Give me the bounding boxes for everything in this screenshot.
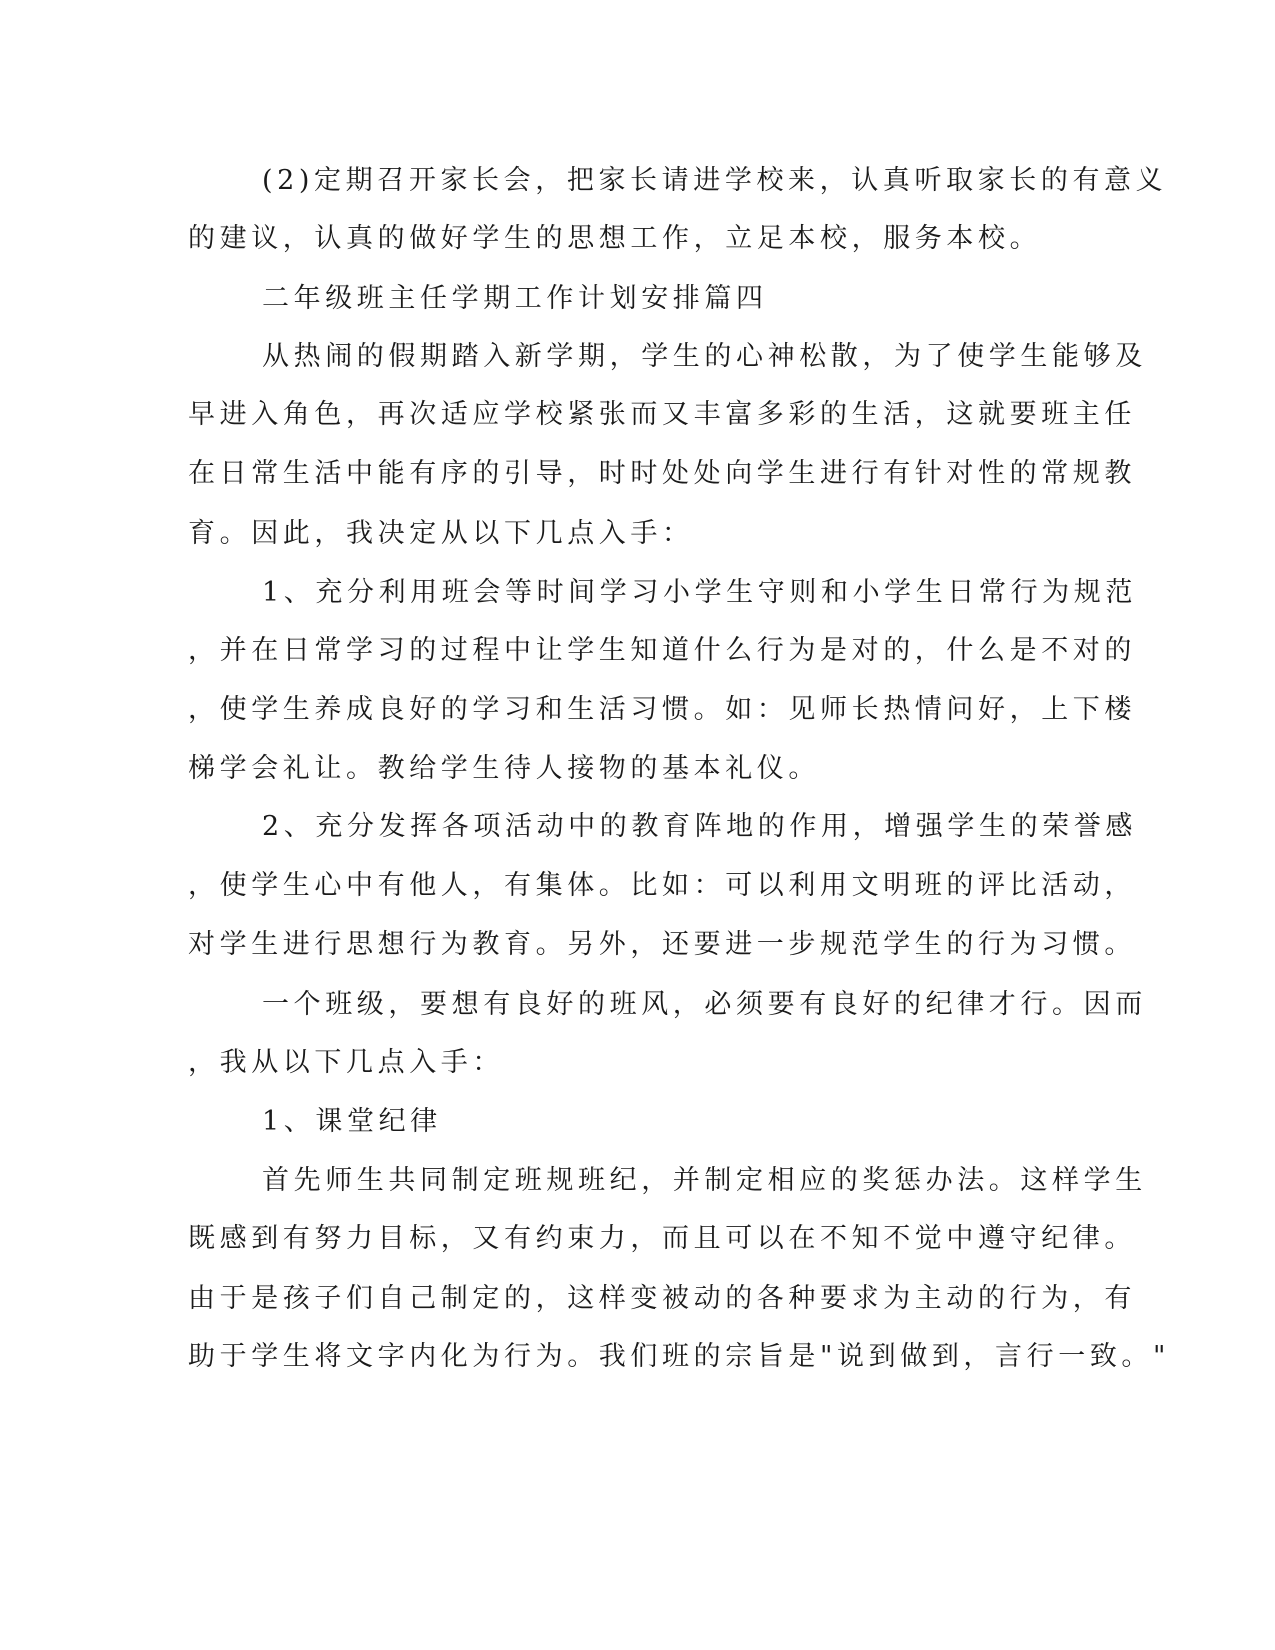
section-heading: 二年级班主任学期工作计划安排篇四: [262, 283, 768, 314]
paragraph-line: 由于是孩子们自己制定的，这样变被动的各种要求为主动的行为，有: [188, 1283, 1136, 1314]
paragraph-line: 育。因此，我决定从以下几点入手：: [188, 518, 694, 549]
list-item-line: 梯学会礼让。教给学生待人接物的基本礼仪。: [188, 753, 820, 784]
list-item-line: 2、充分发挥各项活动中的教育阵地的作用，增强学生的荣誉感: [262, 811, 1137, 842]
paragraph-line: 在日常生活中能有序的引导，时时处处向学生进行有针对性的常规教: [188, 458, 1136, 489]
list-item-line: ，使学生养成良好的学习和生活习惯。如：见师长热情问好，上下楼: [188, 694, 1136, 725]
paragraph-line: ，我从以下几点入手：: [188, 1047, 504, 1078]
paragraph-line: 首先师生共同制定班规班纪，并制定相应的奖惩办法。这样学生: [262, 1165, 1147, 1196]
paragraph-line: 既感到有努力目标，又有约束力，而且可以在不知不觉中遵守纪律。: [188, 1223, 1136, 1254]
paragraph-line: 助于学生将文字内化为行为。我们班的宗旨是"说到做到，言行一致。": [188, 1341, 1171, 1372]
list-item-line: 1、充分利用班会等时间学习小学生守则和小学生日常行为规范: [262, 577, 1137, 608]
paragraph-line: (2)定期召开家长会，把家长请进学校来，认真听取家长的有意义: [262, 165, 1168, 196]
paragraph-line: 从热闹的假期踏入新学期，学生的心神松散，为了使学生能够及: [262, 341, 1147, 372]
paragraph-line: 的建议，认真的做好学生的思想工作，立足本校，服务本校。: [188, 223, 1042, 254]
list-item-line: ，使学生心中有他人，有集体。比如：可以利用文明班的评比活动，: [188, 870, 1136, 901]
subheading: 1、课堂纪律: [262, 1106, 442, 1137]
list-item-line: ，并在日常学习的过程中让学生知道什么行为是对的，什么是不对的: [188, 635, 1136, 666]
paragraph-line: 早进入角色，再次适应学校紧张而又丰富多彩的生活，这就要班主任: [188, 399, 1136, 430]
paragraph-line: 一个班级，要想有良好的班风，必须要有良好的纪律才行。因而: [262, 989, 1147, 1020]
list-item-line: 对学生进行思想行为教育。另外，还要进一步规范学生的行为习惯。: [188, 929, 1136, 960]
